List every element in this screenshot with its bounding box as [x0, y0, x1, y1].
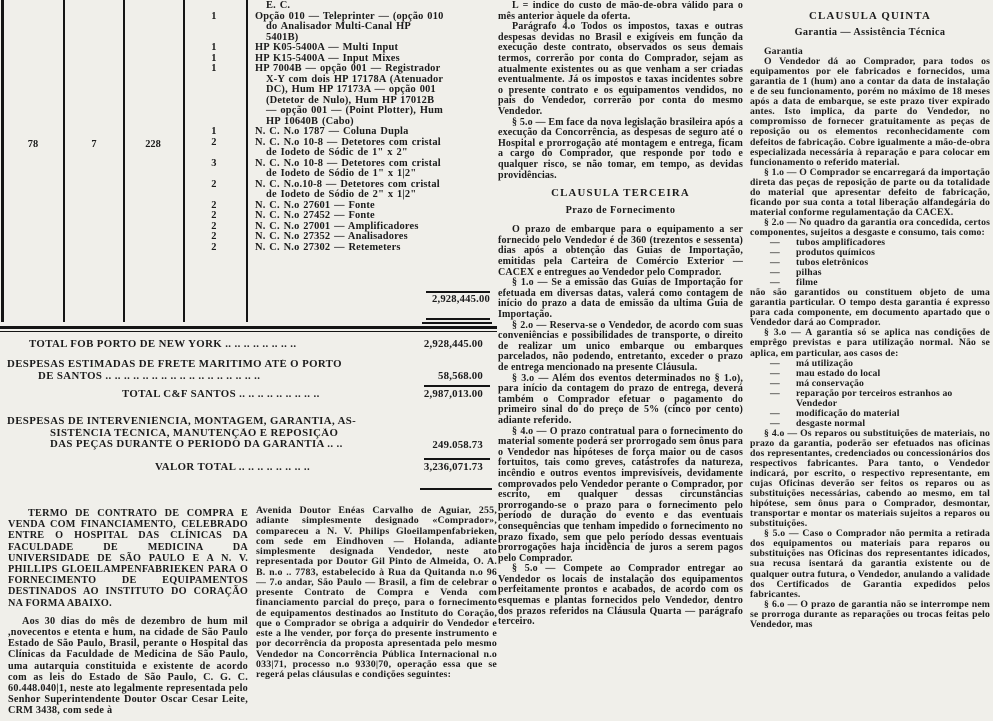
quantity-cell: 2	[211, 241, 217, 253]
table-border-left	[1, 0, 4, 322]
dash-bullet: —	[770, 367, 780, 379]
wear-list-item	[750, 268, 990, 278]
clause-paragraph: O Vendedor dá ao Comprador, para todos os equipamentos por ele fabricados e fornecidos, uma garantia de 1 (hum) ano a contar da data de instalação e de seu funcionamento, porém no máximo de 18 meses após a data de embarque, se este prazo tiver expirado antes. Isto implica, da parte do Vendedor, no compromisso de fornecer gratuitamente as peças de reposição ou os elementos reconhecidamente com defeitos de fabricação. Cobre igualmente a mão-de-obra especializada necessária à reparação e para colocar em funcionamento o referido material.	[750, 56, 990, 168]
dash-bullet: —	[770, 357, 780, 369]
clause-five-column	[750, 4, 990, 721]
description-cell: N. C. N.o 27302 — Retemeters	[255, 241, 401, 253]
total-label: SISTÊNCIA TÉCNICA, MANUTENÇÃO E REPOSIÇÃO	[50, 427, 339, 439]
clause-paragraph: § 3.o — A garantia só se aplica nas condições de emprêgo previstas e para utilização normal. Não se aplica, em particular, aos casos de:	[750, 327, 990, 359]
totals-section	[0, 336, 497, 506]
value-underline	[420, 488, 492, 490]
exclusion-list-item	[750, 409, 990, 419]
marginal-value-1: 78	[27, 139, 39, 150]
table-row	[185, 232, 445, 243]
clause-paragraph: § 2.o — No quadro da garantia ora concedida, certos componentes, sujeitos a desgaste e consumo, tais como:	[750, 216, 990, 238]
description-cell: N. C. N.o 27001 — Amplificadores	[255, 220, 419, 232]
wear-item-label: tubos amplificadores	[796, 236, 886, 248]
subtotal-rule-bottom2	[422, 322, 492, 324]
quantity-cell	[185, 1, 243, 12]
description-cell: E. C.	[266, 0, 291, 11]
subtotal-rule-top	[426, 291, 490, 293]
quantity-cell: 2	[211, 220, 217, 232]
exclusion-item-label: má utilização	[796, 357, 854, 369]
dash-bullet: —	[770, 267, 780, 279]
value-underline	[424, 458, 490, 460]
quantity-cell: 1	[211, 63, 217, 74]
dash-bullet: —	[770, 377, 780, 389]
exclusion-item-label: modificação do material	[796, 407, 900, 419]
table-row	[185, 43, 445, 54]
description-cell: N. C. N.o.10-8 — Detetores com cristal de Iodeto de Sódio de 2" x 1|2"	[255, 178, 440, 200]
total-row-cf-santos	[0, 389, 497, 401]
clause-paragraph: § 6.o — O prazo de garantia não se interrompe nem se prorroga durante as reparações ou trocas feitas pelo Vendedor, mas	[750, 598, 990, 630]
clause-paragraph: § 5.o — Caso o Comprador não permita a retirada dos equipamentos ou materiais para reparos ou substituições nas Oficinas dos representantes idicados, sua recusa isentará da garantia existente ou de qualquer outra futura, o Vendedor, anulando a validade dos Certificados de Garantia expedidos pelos fabricantes.	[750, 528, 990, 600]
dash-bullet: —	[770, 257, 780, 269]
contract-paragraph: Avenida Doutor Enéas Carvalho de Aguiar, 255, adiante simplesmente designado «Comprador», compareceu a N. V. Philips Gloeilampenfabrieken, com sede em Eindhoven — Holanda, adiante simplesmente designada Vendedor, neste ato representada por Doutor Gil Pinto de Almeida, O. A. B. n.o .. 7783, estabelecido à Rua da Quitanda n.o 96 — 7.o andar, São Paulo — Brasil, a fim de celebrar o presente Contrato de Compra e Venda com financiamento parcial do preço, para o fornecimento de equipamentos destinados ao Instituto do Coração, que o Comprador se obriga a adquirir do Vendedor e este a lhe vender, por força do presente instrumento e por decorrência da proposta apresentada pelo mesmo Vendedor na Concorrência Pública Internacional n.o 033|71, processo n.o 9330|70, operação essa que se regerá pelas cláusulas e condições seguintes:	[256, 506, 497, 680]
table-row	[185, 138, 445, 159]
wear-item-label: pilhas	[796, 267, 822, 279]
table-row	[185, 1, 445, 12]
clause-paragraph: § 5.o — Compete ao Comprador entregar ao Vendedor os locais de instalação dos equipamentos perfeitamente prontos e acabados, de acordo com os esquemas e plantas fornecidos pelo Vendedor, dentro dos prazos referidos na Cláusula Quarta — parágrafo terceiro.	[498, 563, 743, 628]
equipment-rows	[185, 1, 445, 253]
clause-paragraph: § 1.o — Se a emissão das Guias de Importação for efetuada em diversas datas, valerá como contagem de início do prazo a data de emissão da ultima Guia de Importação.	[498, 277, 743, 321]
dash-bullet: —	[770, 387, 780, 399]
clause-paragraph: Parágrafo 4.o Todos os impostos, taxas e outras despesas devidas no Brasil e exigíveis em função da execução deste contrato, observados os seus demais termos, correrão por conta do Comprador, sejam as atualmente existentes ou as que venham a ser criadas eventualmente. Já os impostos e taxas incidentes sobre o presente contrato e os equipamentos vendidos, no país do Vendedor, correrão por conta do mesmo Vendedor.	[498, 21, 743, 117]
dash-bullet: —	[770, 236, 780, 248]
wear-list-item	[750, 278, 990, 288]
clause-five-subheading: Garantia — Assistência Técnica	[794, 27, 946, 39]
clause-paragraph: O prazo de embarque para o equipamento a ser fornecido pelo Vendedor é de 360 (trezentos e sessenta) dias após a obtenção das Guias de Importação, emitidas pela Carteira de Comércio Exterior — CACEX e entregues ao Vendedor pelo Comprador.	[498, 224, 743, 278]
description-cell: HP K15-5400A — Input Mixes	[255, 52, 400, 64]
clause-paragraph: L = indice do custo de mão-de-obra válido para o mês anterior àquele da oferta.	[498, 1, 743, 22]
subtotal-value: 2,928,445.00	[431, 294, 490, 305]
quantity-cell: 1	[211, 126, 217, 137]
quantity-cell: 1	[211, 10, 217, 22]
description-cell: N. C. N.o 27452 — Fonte	[255, 210, 375, 221]
contract-continuation-column	[256, 506, 497, 721]
quantity-cell: 2	[211, 178, 217, 190]
total-row-despesas	[0, 416, 497, 451]
table-column-rule	[63, 0, 65, 322]
wear-list-item	[750, 248, 990, 258]
total-label: DESPESAS DE INTERVENIÊNCIA, MONTAGEM, GARANTIA, AS-	[7, 416, 357, 427]
total-value: 2,987,013.00	[423, 388, 483, 400]
quantity-cell: 2	[211, 199, 217, 211]
table-row	[185, 243, 445, 254]
total-label: DESPESAS ESTIMADAS DE FRETE MARITIMO ATÉ O PORTO	[7, 359, 342, 370]
exclusion-item-label: desgaste normal	[796, 417, 866, 429]
quantity-cell: 2	[211, 210, 217, 221]
total-value: 3,236,071.73	[423, 461, 483, 473]
description-cell: Opção 010 — Teleprinter — (opção 010 do Analisador Multi-Canal HP 5401B)	[255, 10, 444, 43]
clause-three-subheading: Prazo de Fornecimento	[565, 204, 676, 216]
total-row-fob	[0, 339, 497, 351]
quantity-cell: 1	[211, 42, 217, 53]
contract-intro-column	[8, 508, 248, 721]
subtotal-rule-bottom	[426, 318, 490, 320]
total-row-valor-total	[0, 462, 497, 474]
wear-item-label: filme	[796, 277, 818, 289]
table-row	[185, 211, 445, 222]
description-cell: N. C. N.o 10-8 — Detetores com cristal de Iodeto de Sódio de 1" x 1|2"	[255, 157, 441, 179]
dash-bullet: —	[770, 417, 780, 429]
table-row	[185, 180, 445, 201]
clause-paragraph: não são garantidos ou constituem objeto de uma garantia particular. O tempo desta garantia é expresso para cada componente, em documento apartado que o Vendedor dará ao Comprador.	[750, 287, 990, 329]
exclusion-item-label: má conservação	[796, 377, 865, 389]
clause-three-column	[498, 1, 743, 721]
description-cell: N. C. N.o 10-8 — Detetores com cristal de Iodeto de Sódic de 1" x 2"	[255, 136, 441, 158]
description-cell: HP 7004B — opção 001 — Registrador X-Y com dois HP 17178A (Atenuador DC), Hum HP 17173A — opção 001 (Detetor de Nulo), Hum HP 17012B — opção 001 — (Point Plotter), Hum HP 10640B (Cabo)	[255, 63, 444, 127]
table-column-rule	[123, 0, 125, 322]
exclusion-item-label: reparação por terceiros estranhos ao Vendedor	[796, 387, 953, 409]
quantity-cell: 2	[211, 136, 217, 148]
warranty-label: Garantia	[764, 46, 803, 58]
total-label: DE SANTOS .. .. .. .. .. .. .. .. .. .. .. .. .. .. .. .. ..	[38, 370, 261, 382]
quantity-cell: 3	[211, 157, 217, 169]
wear-list-item	[750, 258, 990, 268]
total-value: 2,928,445.00	[423, 338, 483, 350]
table-row	[185, 12, 445, 44]
exclusion-item-label: mau estado do local	[796, 367, 881, 379]
dash-bullet: —	[770, 277, 780, 289]
wear-item-label: produtos químicos	[796, 247, 876, 259]
table-footer-rule-thick	[0, 326, 497, 329]
total-value: 249.058.73	[432, 439, 483, 451]
total-value: 58,568.00	[438, 370, 483, 382]
total-label: TOTAL C&F SANTOS .. .. .. .. .. .. .. .. ..	[122, 389, 320, 400]
dash-bullet: —	[770, 247, 780, 259]
equipment-table	[0, 0, 497, 336]
clause-five-heading: CLAUSULA QUINTA	[809, 10, 931, 22]
clause-three-heading: CLAUSULA TERCEIRA	[551, 187, 690, 200]
table-footer-rule-thin	[0, 331, 497, 332]
description-cell: N. C. N.o 27601 — Fonte	[255, 199, 375, 211]
exclusion-list-item	[750, 419, 990, 429]
total-label: TOTAL FOB PORTO DE NEW YORK .. .. .. .. .. .. .. ..	[29, 339, 297, 350]
wear-item-label: tubos eletrônicos	[796, 257, 869, 269]
description-cell: N. C. N.o 27352 — Analisadores	[255, 231, 408, 242]
total-label: DAS PEÇAS DURANTE O PERÍODO DA GARANTIA .. ..	[50, 439, 343, 450]
clause-paragraph: § 2.o — Reserva-se o Vendedor, de acordo com suas conveniências e possibilidades de transporte, o direito de realizar um unico embarque ou embarques parcelados, não podendo, entretanto, exceder o prazo de entrega mencionado na presente Cláusula.	[498, 319, 743, 373]
contract-paragraph: Aos 30 dias do mês de dezembro de hum mil ,novecentos e etenta e hum, na cidade de São Paulo Estado de São Paulo, Brasil, perante o Hospital das Clínicas da Faculdade de Medicina de São Paulo, uma autarquia constituida e existente de acordo com as leis do Estado de São Paulo, C. G. C. 60.448.040|1, neste ato legalmente representada pelo Senhor Superintendente Doutor Oscar Cesar Leite, CRM 3438, com sede à	[8, 615, 248, 717]
clause-paragraph: § 5.o — Em face da nova legislação brasileira após a execução da Concorrência, as despesas de seguro até o Hospital e prorrogação até montagem e entrega, ficam a cargo do Comprador, que responde por todo e qualquer risco, se não tomar, em tempo, as devidas providências.	[498, 116, 743, 181]
clause-paragraph: § 4.o — Os reparos ou substituições de materiais, no prazo da garantia, poderão ser efetuados nas oficinas dos representantes, credenciados ou concessionários dos respectivos fabricantes. Para tanto, o Vendedor indicará, por escrito, o respectivo representante, em cujas Oficinas deverão ser feitos os reparos ou as substituições necessárias, cabendo ao mesmo, em tal hipótese, sem ônus para o Comprador, desmontar, transportar e montar os materiais sujeitos a reparos ou substituições.	[750, 427, 990, 530]
exclusion-list-item	[750, 389, 990, 409]
table-row	[185, 159, 445, 180]
marginal-value-2: 7	[91, 139, 97, 150]
exclusion-list-item	[750, 369, 990, 379]
marginal-value-3: 228	[145, 139, 161, 150]
total-label: VALOR TOTAL .. .. .. .. .. .. .. ..	[155, 462, 311, 473]
dash-bullet: —	[770, 407, 780, 419]
clause-paragraph: § 1.o — O Comprador se encarregará da importação direta das peças de reposição de parte ou da totalidade do material que apresentar defeito de fabricação, ficando por sua conta a total liberação alfandegária do material conforme regulamentação da CACEX.	[750, 166, 990, 218]
description-cell: N. C. N.o 1787 — Coluna Dupla	[255, 126, 409, 137]
clause-paragraph: § 3.o — Além dos eventos determinados no § 1.o), para início da contagem do prazo de entrega, deverá também o Comprador efetuar o pagamento do primeiro sinal do do preço de 5% (cinco por cento) adiante referido.	[498, 372, 743, 426]
description-cell: HP K05-5400A — Multi Input	[255, 42, 399, 53]
clause-paragraph: § 4.o — O prazo contratual para o fornecimento do material somente poderá ser prorrogado sem ônus para o Vendedor nas hipóteses de força maior ou de casos fortuitos, tais como greves, catástrofes da natureza, incêndio e outros eventos imprevisíveis, devidamente comprovados pelo Vendedor perante o Comprador, por escrito, em qualquer dessas circunstâncias prorrogando-se o prazo para o fornecimento pelo período de duração do evento e das eventuais consequências que tenham impedido o fornecimento no prazo fixado, sem que pelo período dessas eventuais prorrogações haja incidência de juros a serem pagos pelo Comprador.	[498, 425, 743, 564]
quantity-cell: 2	[211, 231, 217, 242]
table-row	[185, 127, 445, 138]
quantity-cell: 1	[211, 52, 217, 64]
contract-title: TERMO DE CONTRATO DE COMPRA E VENDA COM FINANCIAMENTO, CELEBRADO ENTRE O HOSPITAL DAS CLÍNICAS DA FACULDADE DE MEDICINA DA UNIVERSIDADE DE SÃO PAULO E A N. V. PHILLIPS GLOEILAMPENFABRIEKEN PARA O FORNECIMENTO DE EQUIPAMENTOS DESTINADOS AO INSTITUTO DO CORAÇÃO NA FORMA ABAIXO.	[8, 508, 248, 609]
table-row	[185, 64, 445, 127]
value-overline	[424, 385, 490, 387]
total-row-frete	[0, 359, 497, 382]
